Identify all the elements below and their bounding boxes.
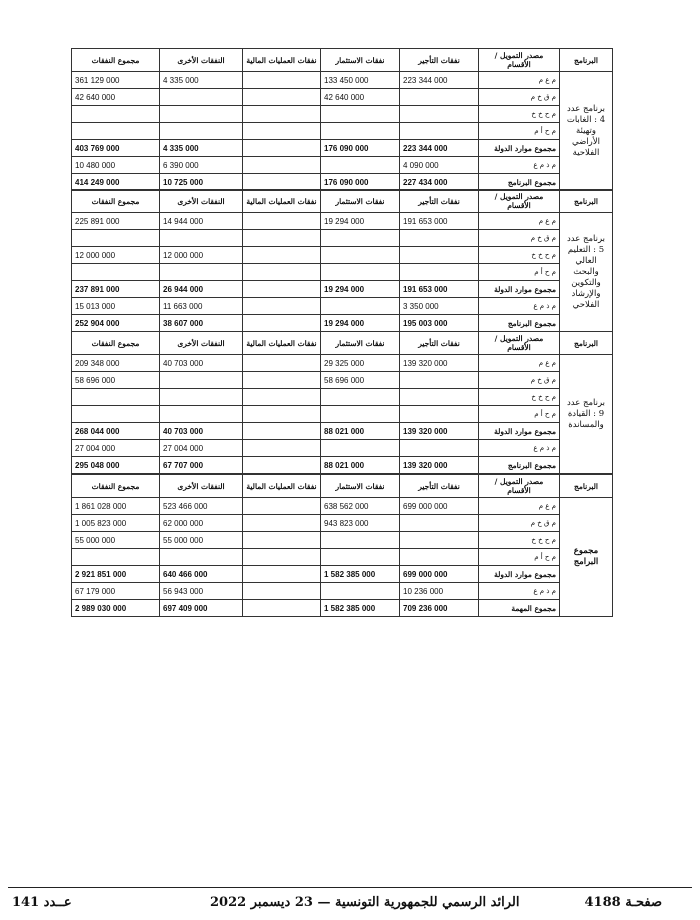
cell-financial-ops [243,213,321,230]
cell-other: 10 725 000 [160,174,243,191]
table-row [72,213,613,230]
cell-total: 55 000 000 [72,532,160,549]
table-row [72,600,613,617]
cell-other [160,230,243,247]
cell-investment: 19 294 000 [321,281,400,298]
cell-investment [321,247,400,264]
cell-total [72,230,160,247]
cell-source: م ق خ م [479,230,560,247]
cell-source: م ذ م ع [479,583,560,600]
cell-financial-ops [243,123,321,140]
cell-financial-ops [243,247,321,264]
cell-financial-ops [243,264,321,281]
cell-other: 697 409 000 [160,600,243,617]
cell-other: 67 707 000 [160,457,243,474]
cell-financial-ops [243,355,321,372]
cell-investment: 1 582 385 000 [321,566,400,583]
table-row [72,281,613,298]
cell-investment [321,230,400,247]
table-row [72,106,613,123]
cell-salaries: 139 320 000 [400,423,479,440]
footer-divider [8,887,692,888]
cell-source: م ق خ م [479,515,560,532]
table-row [72,457,613,474]
column-header-salaries: نفقات التأجير [400,190,479,213]
table-row [72,549,613,566]
cell-total [72,106,160,123]
cell-financial-ops [243,89,321,106]
cell-total: 2 921 851 000 [72,566,160,583]
cell-financial-ops [243,315,321,332]
cell-salaries: 4 090 000 [400,157,479,174]
cell-total [72,389,160,406]
cell-total: 237 891 000 [72,281,160,298]
cell-investment [321,549,400,566]
cell-investment: 19 294 000 [321,315,400,332]
table-row [72,315,613,332]
cell-other: 4 335 000 [160,72,243,89]
cell-source: م ع م [479,355,560,372]
cell-other [160,123,243,140]
cell-salaries: 227 434 000 [400,174,479,191]
cell-total: 252 904 000 [72,315,160,332]
cell-financial-ops [243,106,321,123]
cell-total: 268 044 000 [72,423,160,440]
cell-investment [321,406,400,423]
cell-total: 2 989 030 000 [72,600,160,617]
column-header-total: مجموع النفقات [72,190,160,213]
table-header-row [72,475,613,498]
cell-other: 62 000 000 [160,515,243,532]
column-header-salaries: نفقات التأجير [400,332,479,355]
cell-total: 42 640 000 [72,89,160,106]
table-row [72,515,613,532]
cell-investment [321,157,400,174]
column-header-financial-ops: نفقات العمليات المالية [243,49,321,72]
cell-financial-ops [243,174,321,191]
program-name: برنامج عدد 5 : التعليم العالي والبحث والتكوين والإرشاد الفلاحي [560,213,613,332]
column-header-source: مصدر التمويل / الأقسام [479,190,560,213]
cell-investment: 176 090 000 [321,174,400,191]
table-row [72,355,613,372]
table-row [72,174,613,191]
column-header-other: النفقات الأخرى [160,332,243,355]
journal-title: الرائد الرسمي للجمهورية التونسية — 23 ديسمبر 2022 [210,895,520,910]
cell-source: م ح خ خ [479,106,560,123]
cell-total: 58 696 000 [72,372,160,389]
cell-salaries: 3 350 000 [400,298,479,315]
table-row [72,583,613,600]
cell-other: 6 390 000 [160,157,243,174]
cell-investment: 943 823 000 [321,515,400,532]
cell-financial-ops [243,140,321,157]
column-header-program: البرنامج [560,332,613,355]
cell-source: م ح أ م [479,406,560,423]
cell-financial-ops [243,157,321,174]
issue-number: عــدد 141 [12,895,72,910]
cell-source: مجموع البرنامج [479,174,560,191]
cell-salaries: 223 344 000 [400,72,479,89]
column-header-program: البرنامج [560,475,613,498]
table-row [72,498,613,515]
cell-financial-ops [243,230,321,247]
cell-salaries [400,230,479,247]
column-header-investment: نفقات الاستثمار [321,190,400,213]
cell-investment [321,583,400,600]
cell-other: 14 944 000 [160,213,243,230]
table-row [72,140,613,157]
cell-total: 209 348 000 [72,355,160,372]
table-row [72,264,613,281]
column-header-total: مجموع النفقات [72,49,160,72]
column-header-financial-ops: نفقات العمليات المالية [243,332,321,355]
cell-salaries [400,549,479,566]
cell-salaries [400,515,479,532]
cell-total: 12 000 000 [72,247,160,264]
column-header-financial-ops: نفقات العمليات المالية [243,475,321,498]
column-header-other: النفقات الأخرى [160,475,243,498]
cell-other: 4 335 000 [160,140,243,157]
cell-investment: 58 696 000 [321,372,400,389]
cell-financial-ops [243,281,321,298]
cell-financial-ops [243,532,321,549]
cell-investment: 176 090 000 [321,140,400,157]
cell-salaries: 699 000 000 [400,498,479,515]
table-header-row [72,332,613,355]
cell-other [160,549,243,566]
cell-source: مجموع موارد الدولة [479,423,560,440]
cell-total: 361 129 000 [72,72,160,89]
cell-financial-ops [243,457,321,474]
cell-financial-ops [243,389,321,406]
cell-source: م ذ م ع [479,298,560,315]
cell-source: م ح أ م [479,264,560,281]
cell-salaries: 223 344 000 [400,140,479,157]
cell-financial-ops [243,566,321,583]
cell-investment [321,532,400,549]
program-name: برنامج عدد 9 : القيادة والمساندة [560,355,613,474]
column-header-program: البرنامج [560,190,613,213]
table-header-row [72,190,613,213]
cell-financial-ops [243,298,321,315]
cell-other: 55 000 000 [160,532,243,549]
cell-financial-ops [243,423,321,440]
cell-financial-ops [243,549,321,566]
cell-salaries [400,532,479,549]
cell-salaries [400,440,479,457]
table-row [72,230,613,247]
cell-source: م ح خ خ [479,532,560,549]
cell-source: مجموع البرنامج [479,315,560,332]
cell-total: 1 861 028 000 [72,498,160,515]
budget-table [71,189,613,332]
cell-salaries [400,123,479,140]
cell-other: 640 466 000 [160,566,243,583]
cell-total: 225 891 000 [72,213,160,230]
cell-salaries [400,406,479,423]
cell-total: 414 249 000 [72,174,160,191]
column-header-source: مصدر التمويل / الأقسام [479,332,560,355]
cell-source: مجموع موارد الدولة [479,566,560,583]
cell-financial-ops [243,372,321,389]
cell-total: 1 005 823 000 [72,515,160,532]
cell-total: 403 769 000 [72,140,160,157]
cell-source: م ح خ خ [479,247,560,264]
cell-salaries [400,372,479,389]
table-header-row [72,49,613,72]
cell-other: 523 466 000 [160,498,243,515]
cell-total: 67 179 000 [72,583,160,600]
table-row [72,372,613,389]
cell-salaries: 709 236 000 [400,600,479,617]
column-header-total: مجموع النفقات [72,332,160,355]
cell-financial-ops [243,515,321,532]
cell-total: 27 004 000 [72,440,160,457]
column-header-investment: نفقات الاستثمار [321,332,400,355]
cell-salaries: 139 320 000 [400,457,479,474]
budget-table [71,474,613,617]
cell-salaries: 195 003 000 [400,315,479,332]
cell-investment: 638 562 000 [321,498,400,515]
table-row [72,406,613,423]
cell-source: م ع م [479,213,560,230]
cell-total: 295 048 000 [72,457,160,474]
cell-other: 56 943 000 [160,583,243,600]
column-header-other: النفقات الأخرى [160,190,243,213]
cell-investment [321,264,400,281]
table-row [72,72,613,89]
cell-total [72,123,160,140]
column-header-financial-ops: نفقات العمليات المالية [243,190,321,213]
cell-source: م ع م [479,72,560,89]
cell-salaries [400,247,479,264]
cell-total [72,264,160,281]
cell-investment [321,440,400,457]
program-name: مجموع البرامج [560,498,613,617]
table-row [72,89,613,106]
cell-other [160,406,243,423]
column-header-investment: نفقات الاستثمار [321,475,400,498]
cell-investment: 19 294 000 [321,213,400,230]
table-row [72,423,613,440]
column-header-salaries: نفقات التأجير [400,49,479,72]
cell-salaries: 191 653 000 [400,281,479,298]
cell-financial-ops [243,583,321,600]
cell-other [160,106,243,123]
column-header-investment: نفقات الاستثمار [321,49,400,72]
table-row [72,566,613,583]
cell-other: 40 703 000 [160,355,243,372]
column-header-source: مصدر التمويل / الأقسام [479,475,560,498]
cell-source: م ذ م ع [479,440,560,457]
cell-source: م ح أ م [479,549,560,566]
budget-table [71,48,613,191]
table-row [72,389,613,406]
cell-other: 12 000 000 [160,247,243,264]
cell-financial-ops [243,406,321,423]
cell-source: م ذ م ع [479,157,560,174]
cell-investment: 88 021 000 [321,423,400,440]
cell-financial-ops [243,440,321,457]
cell-other [160,372,243,389]
table-row [72,247,613,264]
cell-salaries: 139 320 000 [400,355,479,372]
cell-total: 10 480 000 [72,157,160,174]
cell-other [160,264,243,281]
cell-other: 38 607 000 [160,315,243,332]
cell-salaries [400,389,479,406]
table-row [72,123,613,140]
column-header-salaries: نفقات التأجير [400,475,479,498]
cell-other: 27 004 000 [160,440,243,457]
cell-investment [321,298,400,315]
table-row [72,440,613,457]
table-row [72,532,613,549]
cell-investment [321,106,400,123]
table-row [72,157,613,174]
cell-source: مجموع المهمة [479,600,560,617]
cell-source: م ح أ م [479,123,560,140]
column-header-other: النفقات الأخرى [160,49,243,72]
page-number: صفحـة 4188 [584,895,662,910]
cell-source: مجموع موارد الدولة [479,140,560,157]
cell-salaries: 10 236 000 [400,583,479,600]
cell-total: 15 013 000 [72,298,160,315]
cell-salaries [400,264,479,281]
cell-source: مجموع البرنامج [479,457,560,474]
cell-salaries [400,106,479,123]
cell-salaries: 191 653 000 [400,213,479,230]
budget-table [71,331,613,474]
cell-other: 26 944 000 [160,281,243,298]
cell-source: م ح خ خ [479,389,560,406]
cell-salaries: 699 000 000 [400,566,479,583]
cell-other: 40 703 000 [160,423,243,440]
cell-investment: 133 450 000 [321,72,400,89]
cell-salaries [400,89,479,106]
cell-investment: 29 325 000 [321,355,400,372]
cell-other [160,389,243,406]
cell-source: م ع م [479,498,560,515]
cell-source: م ق خ م [479,89,560,106]
cell-investment: 42 640 000 [321,89,400,106]
cell-source: م ق خ م [479,372,560,389]
program-name: برنامج عدد 4 : الغابات وتهيئة الأراضي الفلاحية [560,72,613,191]
cell-investment [321,123,400,140]
cell-financial-ops [243,498,321,515]
table-row [72,298,613,315]
cell-other [160,89,243,106]
cell-total [72,549,160,566]
cell-investment: 1 582 385 000 [321,600,400,617]
column-header-total: مجموع النفقات [72,475,160,498]
cell-investment: 88 021 000 [321,457,400,474]
cell-investment [321,389,400,406]
cell-financial-ops [243,600,321,617]
cell-other: 11 663 000 [160,298,243,315]
cell-total [72,406,160,423]
column-header-source: مصدر التمويل / الأقسام [479,49,560,72]
cell-financial-ops [243,72,321,89]
column-header-program: البرنامج [560,49,613,72]
cell-source: مجموع موارد الدولة [479,281,560,298]
